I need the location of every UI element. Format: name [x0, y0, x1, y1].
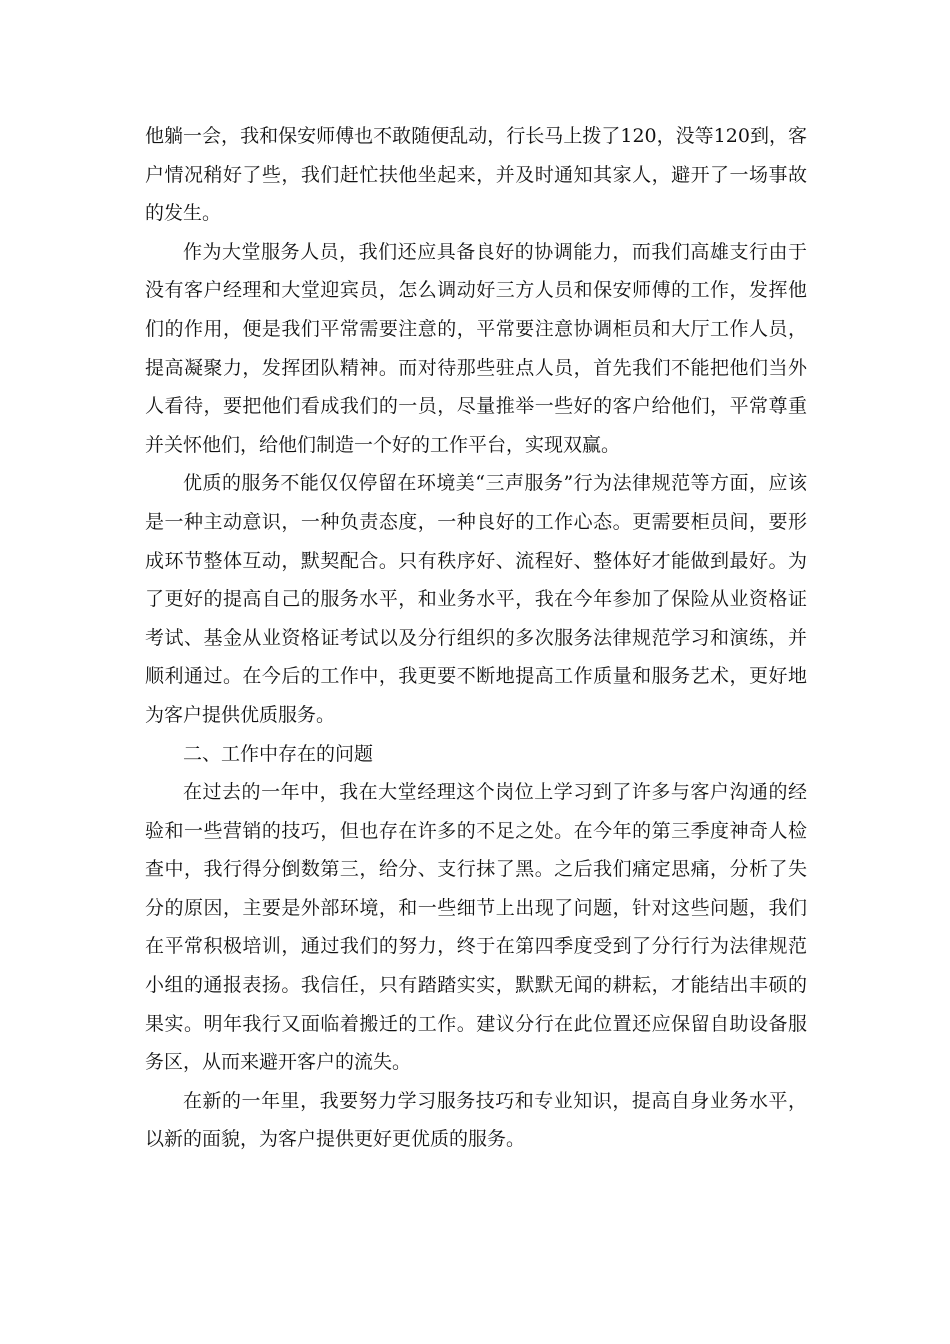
document-body	[145, 117, 807, 1159]
section-heading: 二、工作中存在的问题	[183, 742, 374, 765]
paragraph-continued: 他躺一会，我和保安师傅也不敢随便乱动，行长马上拨了120，没等120到，客户情况稍好了些，我们赶忙扶他坐起来，并及时通知其家人，避开了一场事故的发生。	[145, 125, 807, 225]
paragraph-coordination: 作为大堂服务人员，我们还应具备良好的协调能力，而我们高雄支行由于没有客户经理和大堂迎宾员，怎么调动好三方人员和保安师傅的工作，发挥他们的作用，便是我们平常需要注意的，平常要注意协调柜员和大厅工作人员，提高凝聚力，发挥团队精神。而对待那些驻点人员，首先我们不能把他们当外人看待，要把他们看成我们的一员，尽量推举一些好的客户给他们，平常尊重并关怀他们，给他们制造一个好的工作平台，实现双赢。	[145, 240, 807, 456]
paragraph-quality-service: 优质的服务不能仅仅停留在环境美“三声服务”行为法律规范等方面，应该是一种主动意识，一种负责态度，一种良好的工作心态。更需要柜员间，要形成环节整体互动，默契配合。只有秩序好、流程好、整体好才能做到最好。为了更好的提高自己的服务水平，和业务水平，我在今年参加了保险从业资格证考试、基金从业资格证考试以及分行组织的多次服务法律规范学习和演练，并顺利通过。在今后的工作中，我更要不断地提高工作质量和服务艺术，更好地为客户提供优质服务。	[145, 472, 807, 726]
paragraph-problems: 在过去的一年中，我在大堂经理这个岗位上学习到了许多与客户沟通的经验和一些营销的技巧，但也存在许多的不足之处。在今年的第三季度神奇人检查中，我行得分倒数第三，给分、支行抹了黑。之后我们痛定思痛，分析了失分的原因，主要是外部环境，和一些细节上出现了问题，针对这些问题，我们在平常积极培训，通过我们的努力，终于在第四季度受到了分行行为法律规范小组的通报表扬。我信任，只有踏踏实实，默默无闻的耕耘，才能结出丰硕的果实。明年我行又面临着搬迁的工作。建议分行在此位置还应保留自助设备服务区，从而来避开客户的流失。	[145, 781, 807, 1074]
paragraph-new-year: 在新的一年里，我要努力学习服务技巧和专业知识，提高自身业务水平，以新的面貌，为客户提供更好更优质的服务。	[145, 1089, 807, 1151]
